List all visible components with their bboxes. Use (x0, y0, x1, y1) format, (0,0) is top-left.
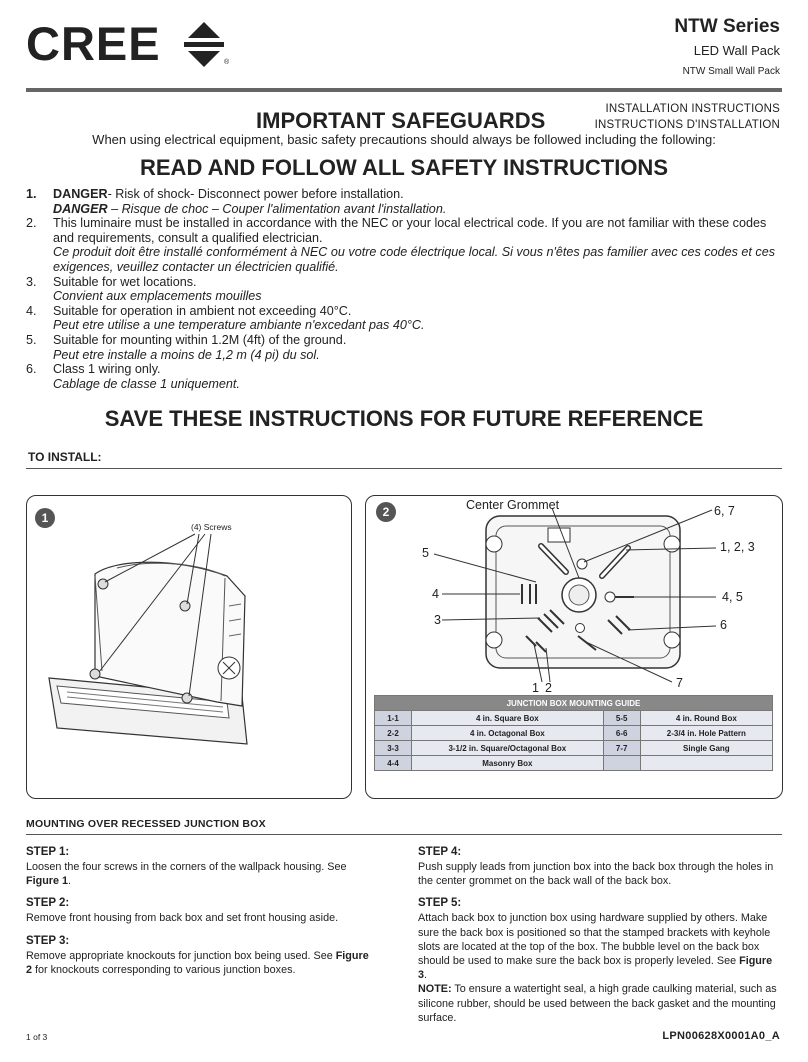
product-subtitle: LED Wall Pack (693, 43, 780, 58)
mounting-heading: MOUNTING OVER RECESSED JUNCTION BOX (26, 818, 266, 830)
safety-item: 3. Suitable for wet locations. Convient aux emplacements mouilles (26, 274, 262, 304)
instructions-en: INSTALLATION INSTRUCTIONS (605, 103, 780, 115)
wallpack-illustration (27, 496, 351, 798)
logo-arrow-down-icon (188, 51, 220, 67)
callout-7: 7 (676, 676, 683, 690)
table-header-row (375, 696, 773, 711)
table-row: 3-3 3-1/2 in. Square/Octagonal Box 7-7 Single Gang (375, 741, 773, 756)
product-subtitle-2: NTW Small Wall Pack (682, 66, 780, 77)
callout-center-grommet: Center Grommet (466, 498, 560, 512)
figure-1 (26, 495, 352, 799)
step-1-title: STEP 1: (26, 846, 70, 858)
safety-item: 1. DANGER- Risk of shock- Disconnect power before installation. DANGER – Risque de choc – Couper l'alimentation avant l'installation. (26, 187, 447, 216)
callout-6-7: 6, 7 (714, 504, 735, 518)
section-rule (26, 468, 782, 469)
to-install-heading: TO INSTALL: (28, 450, 102, 464)
series-title: NTW Series (674, 16, 780, 37)
header-rule (26, 88, 782, 92)
page-number: 1 of 3 (26, 1032, 48, 1042)
note-text: To ensure a watertight seal, a high grade caulking material, such as silicone rubber, should be used between the back gasket and the mounting surface. (418, 983, 777, 1024)
step-4-title: STEP 4: (418, 846, 462, 858)
safety-list (26, 187, 786, 391)
safety-item: 6. Class 1 wiring only. Cablage de classe 1 uniquement. (26, 362, 240, 391)
steps-left-column (26, 846, 376, 986)
instructions-fr: INSTRUCTIONS D'INSTALLATION (594, 119, 780, 131)
svg-text:®: ® (224, 59, 230, 66)
callout-5: 5 (422, 546, 429, 560)
callout-4: 4 (432, 587, 439, 601)
callout-1: 1 (532, 681, 539, 695)
cree-logo (26, 18, 236, 68)
document-number: LPN00628X0001A0_A (662, 1030, 780, 1042)
logo-arrow-up-icon (188, 22, 220, 38)
step-1-text: Loosen the four screws in the corners of the wallpack housing. See Figure 1. (26, 861, 347, 888)
save-instructions-heading: SAVE THESE INSTRUCTIONS FOR FUTURE REFERENCE (104, 406, 704, 431)
safeguards-title: IMPORTANT SAFEGUARDS (256, 108, 546, 133)
callout-6: 6 (720, 618, 727, 632)
step-2-title: STEP 2: (26, 897, 70, 910)
step-3-text: Remove appropriate knockouts for junction box being used. See Figure 2 for knockouts corresponding to various junction boxes. (26, 949, 369, 976)
back-box-diagram (366, 496, 782, 696)
steps-right-column (418, 846, 782, 1025)
step-5-title: STEP 5: (418, 897, 462, 910)
figure-2-badge: 2 (376, 502, 396, 522)
screws-label: (4) Screws (191, 522, 232, 532)
safeguards-intro: When using electrical equipment, basic safety precautions should always be followed including the following: (92, 132, 716, 147)
callout-1-2-3: 1, 2, 3 (720, 540, 755, 554)
callout-2: 2 (545, 681, 552, 695)
step-3-title: STEP 3: (26, 934, 70, 947)
note-label: NOTE: (418, 983, 452, 996)
figure-1-badge: 1 (35, 508, 55, 528)
junction-box-guide-table (374, 695, 773, 771)
step-2-text: Remove front housing from back box and set front housing aside. (26, 912, 339, 925)
logo-wordmark: CREE (26, 18, 161, 68)
step-4-text: Push supply leads from junction box into the back box through the holes in the center grommet on the back wall of the back box. (418, 861, 774, 888)
safety-item: 4. Suitable for operation in ambient not exceeding 40°C. Peut etre utilise a une temperature ambiante n'excedant pas 40°C. (26, 303, 425, 333)
table-row: 4-4 Masonry Box (375, 756, 773, 771)
table-row: 1-1 4 in. Square Box 5-5 4 in. Round Box (375, 711, 773, 726)
step-5-text: Attach back box to junction box using hardware supplied by others. Make sure the back box is positioned so that the stamped brackets with keyhole slots are located at the top of the box. The bubble level on the back box should be used to make sure the back box is properly leveled. See Figure 3. NOTE: To ensure a watertight seal, a high grade caulking material, such as silicone rubber, should be used between the back gasket and the mounting surface. (418, 912, 777, 1024)
callout-4-5: 4, 5 (722, 590, 743, 604)
table-row: 2-2 4 in. Octagonal Box 6-6 2-3/4 in. Hole Pattern (375, 726, 773, 741)
safety-item: 2. This luminaire must be installed in accordance with the NEC or your local electrical code. If you are not familiar with these codes and requirements, consult a qualified electrician. Ce produit doit être installé conformément à NEC ou votre code électrique local. Si vous n'êtes pas familier avec ces codes et ces exigences, veuillez contacter un électricien qualifié. (26, 216, 776, 274)
table-title: JUNCTION BOX MOUNTING GUIDE (375, 696, 773, 711)
callout-3: 3 (434, 613, 441, 627)
read-follow-heading: READ AND FOLLOW ALL SAFETY INSTRUCTIONS (140, 155, 668, 180)
mounting-rule (26, 834, 782, 835)
safety-item: 5. Suitable for mounting within 1.2M (4ft) of the ground. Peut etre installe a moins de 1,2 m (4 pi) du sol. (26, 332, 347, 362)
